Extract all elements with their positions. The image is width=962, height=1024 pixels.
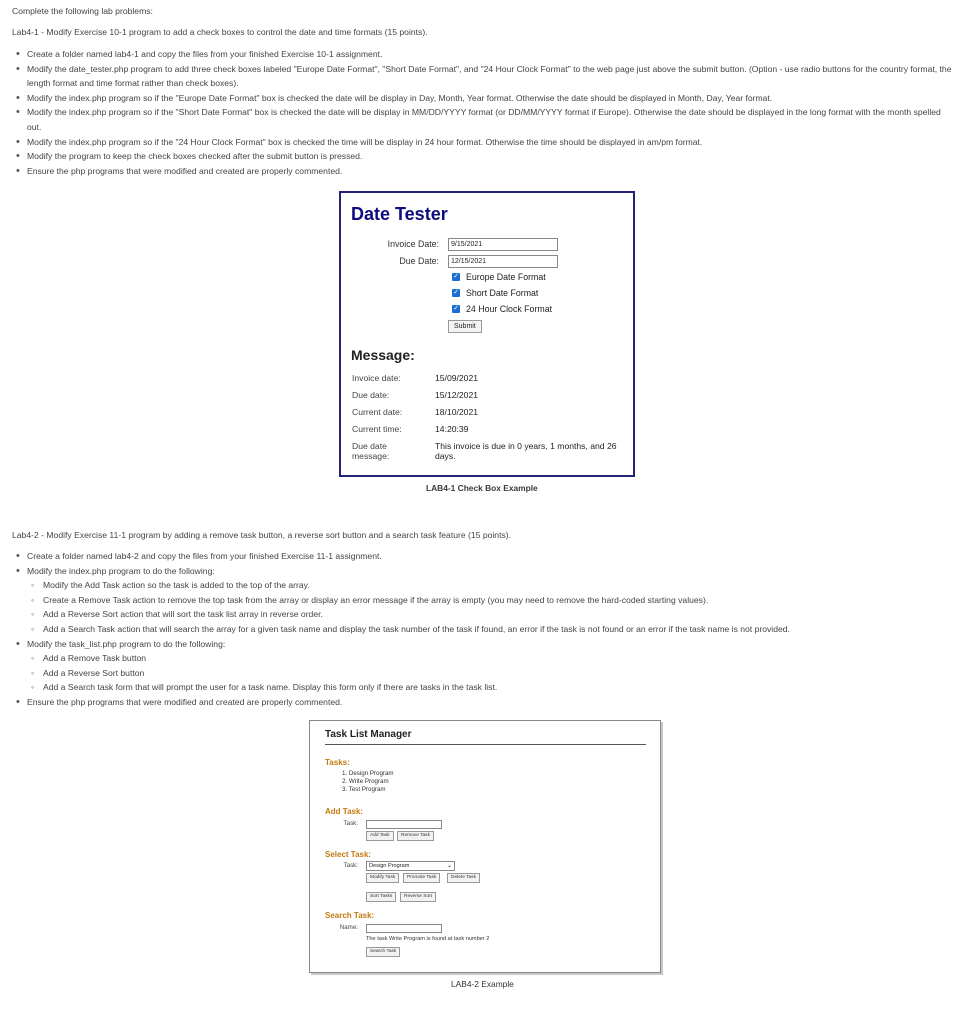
message-key: Due date message: — [352, 441, 390, 461]
short-date-checkbox[interactable]: ✓ — [453, 289, 459, 296]
invoice-date-input[interactable]: 9/15/2021 — [448, 238, 558, 251]
tasks-heading: Tasks: — [325, 758, 350, 767]
delete-task-button[interactable]: Delete Task — [447, 873, 480, 883]
submit-button[interactable]: Submit — [448, 320, 482, 333]
lab1-instructions — [12, 47, 954, 178]
lab2-bullet-text: Modify the task_list.php program to do the following: — [27, 638, 226, 649]
add-task-button[interactable]: Add Task — [366, 831, 394, 841]
sort-tasks-button[interactable]: Sort Tasks — [366, 892, 396, 902]
search-name-input[interactable] — [366, 924, 442, 933]
select-task-label: Task: — [343, 862, 358, 869]
task-item: 3. Test Program — [342, 786, 386, 793]
lab2-sublist — [27, 651, 954, 695]
title-divider — [325, 744, 646, 745]
message-key: Current date: — [352, 407, 403, 417]
message-value: 15/09/2021 — [435, 373, 479, 383]
add-task-input[interactable] — [366, 820, 442, 829]
task-item: 1. Design Program — [342, 770, 394, 777]
lab2-sublist — [27, 578, 954, 636]
lab1-bullet: • Modify the index.php program so if the "Europe Date Format" box is checked the date will be display in Day, Month, Year format. Otherwise the date should be displayed in Month, Day, Year format. — [27, 91, 954, 106]
lab2-subitem: ◦ Add a Remove Task button — [43, 651, 954, 666]
lab2-subitem: ◦ Create a Remove Task action to remove the top task from the array or display an error message if the array is empty (you may need to remove the hard-coded starting values). — [43, 593, 954, 608]
task-select[interactable] — [366, 861, 455, 871]
lab2-subitem: ◦ Add a Reverse Sort button — [43, 666, 954, 681]
message-value: 15/12/2021 — [435, 390, 479, 400]
message-value: 14:20:39 — [435, 424, 469, 434]
chevron-down-icon: ⌄ — [446, 863, 452, 869]
lab1-heading: Lab4-1 - Modify Exercise 10-1 program to add a check boxes to control the date and time formats (15 points). — [12, 27, 428, 37]
lab2-heading: Lab4-2 - Modify Exercise 11-1 program by adding a remove task button, a reverse sort button and a search task feature (15 points). — [12, 530, 512, 540]
due-date-input[interactable]: 12/15/2021 — [448, 255, 558, 268]
lab2-subitem: ◦ Add a Reverse Sort action that will sort the task list array in reverse order. — [43, 607, 954, 622]
task-list-figure — [309, 720, 661, 973]
lab2-bullet — [27, 564, 954, 637]
search-task-button[interactable]: Search Task — [366, 947, 400, 957]
europe-date-checkbox[interactable]: ✓ — [453, 273, 459, 280]
invoice-date-label: Invoice Date: — [387, 239, 439, 249]
due-date-label: Due Date: — [399, 256, 439, 266]
message-title: Message: — [351, 347, 415, 363]
reverse-sort-button[interactable]: Reverse Sort — [400, 892, 436, 902]
add-task-heading: Add Task: — [325, 807, 364, 816]
task-select-value: Design Program — [369, 863, 410, 869]
lab1-bullet: • Create a folder named lab4-1 and copy the files from your finished Exercise 10-1 assignment. — [27, 47, 954, 62]
message-value: 18/10/2021 — [435, 407, 479, 417]
europe-date-label: Europe Date Format — [466, 272, 546, 282]
lab2-subitem: ◦ Add a Search Task action that will search the array for a given task name and display the task number of the task if found, an error if the task is not found or an error if the task name is not provided. — [43, 622, 954, 637]
message-value: This invoice is due in 0 years, 1 months, and 26 days. — [435, 441, 617, 461]
lab1-bullet: • Modify the index.php program so if the "24 Hour Clock Format" box is checked the time will be display in 24 hour format. Otherwise the time should be displayed in am/pm format. — [27, 135, 954, 150]
task-list-title: Task List Manager — [325, 729, 412, 740]
promote-task-button[interactable]: Promote Task — [403, 873, 440, 883]
message-key: Invoice date: — [352, 373, 401, 383]
lab1-bullet: • Modify the index.php program so if the "Short Date Format" box is checked the date will be display in MM/DD/YYYY format (or DD/MM/YYYY format if Europe). Otherwise the date should be displayed in the long format with the month spelled out. — [27, 105, 954, 134]
lab2-caption: LAB4-2 Example — [451, 979, 514, 989]
lab2-subitem: ◦ Modify the Add Task action so the task is added to the top of the array. — [43, 578, 954, 593]
lab1-bullet: • Ensure the php programs that were modified and created are properly commented. — [27, 164, 954, 179]
lab2-subitem: ◦ Add a Search task form that will prompt the user for a task name. Display this form only if there are tasks in the task list. — [43, 680, 954, 695]
date-tester-title: Date Tester — [351, 204, 448, 224]
search-task-heading: Search Task: — [325, 911, 375, 920]
date-tester-figure — [339, 191, 635, 477]
clock-24h-checkbox[interactable]: ✓ — [453, 305, 459, 312]
lab2-bullet — [27, 637, 954, 695]
task-item: 2. Write Program — [342, 778, 389, 785]
search-name-label: Name: — [339, 924, 358, 931]
select-task-heading: Select Task: — [325, 850, 372, 859]
lab1-bullet: • Modify the date_tester.php program to add three check boxes labeled "Europe Date Format", "Short Date Format", and "24 Hour Clock Format" to the web page just above the submit button. (Option - use radio buttons for the country format, the length format and time format rather than check boxes). — [27, 62, 954, 91]
lab1-bullet: • Modify the program to keep the check boxes checked after the submit button is pressed. — [27, 149, 954, 164]
clock-24h-label: 24 Hour Clock Format — [466, 304, 553, 314]
short-date-label: Short Date Format — [466, 288, 539, 298]
lab1-caption: LAB4-1 Check Box Example — [426, 483, 538, 493]
message-key: Current time: — [352, 424, 402, 434]
search-result-text: The task Write Program is found at task number 2 — [366, 936, 490, 942]
lab2-bullet-text: Modify the index.php program to do the following: — [27, 565, 215, 576]
add-task-label: Task: — [343, 820, 358, 827]
lab2-bullet: • Ensure the php programs that were modified and created are properly commented. — [27, 695, 954, 710]
message-key: Due date: — [352, 390, 390, 400]
remove-task-button[interactable]: Remove Task — [397, 831, 434, 841]
lab2-bullet: • Create a folder named lab4-2 and copy the files from your finished Exercise 11-1 assignment. — [27, 549, 954, 564]
modify-task-button[interactable]: Modify Task — [366, 873, 399, 883]
lab2-instructions — [12, 549, 954, 710]
intro-text: Complete the following lab problems: — [12, 6, 153, 16]
